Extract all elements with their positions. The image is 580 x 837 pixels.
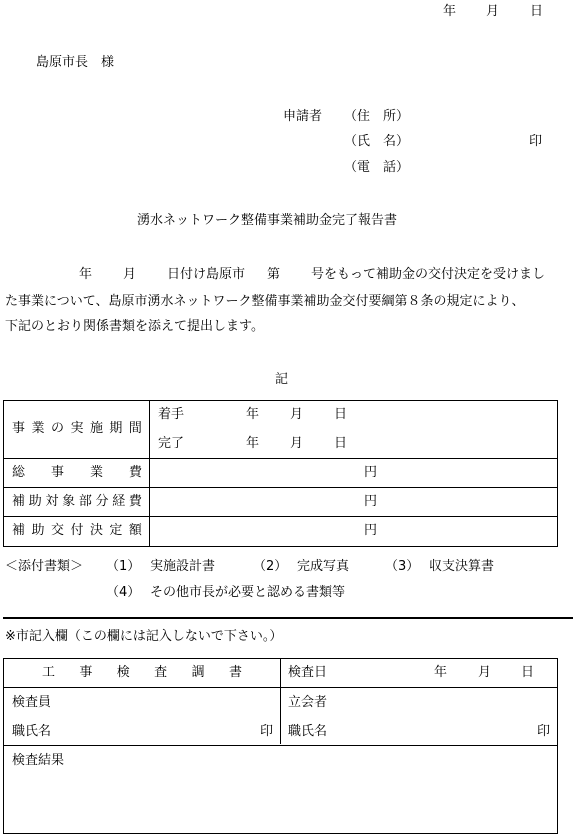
applicant-seal-mark: 印 — [529, 134, 543, 149]
start-day: 日 — [334, 407, 348, 422]
body-month: 月 — [123, 267, 137, 282]
inspection-date-label: 検査日 — [288, 665, 328, 680]
main-table-row-divider — [3, 516, 557, 517]
body-line3: 下記のとおり関係書類を添えて提出します。 — [5, 319, 264, 334]
body-dai: 第 — [267, 267, 281, 282]
inspector-position-name-label: 職氏名 — [12, 724, 52, 739]
witness-position-name-label: 職氏名 — [288, 724, 328, 739]
decision-amount-label: 補 助 交 付 決 定 額 — [12, 523, 142, 538]
period-label: 事 業 の 実 施 期 間 — [12, 421, 142, 436]
date-day-label: 日 — [530, 4, 544, 19]
inspector-label: 検査員 — [12, 695, 52, 710]
city-use-note: ※市記入欄（この欄には記入しないで下さい。） — [5, 629, 283, 644]
start-year: 年 — [246, 407, 260, 422]
main-table-row-divider — [3, 458, 557, 459]
attachment-item-2-num: （2） — [253, 559, 288, 574]
body-year: 年 — [79, 267, 93, 282]
attachment-item-3-num: （3） — [385, 559, 420, 574]
inspection-date-day: 日 — [521, 665, 535, 680]
name-label: （氏 名） — [344, 134, 410, 149]
witness-seal-mark: 印 — [537, 724, 551, 739]
witness-label: 立会者 — [288, 695, 328, 710]
document-title: 湧水ネットワーク整備事業補助金完了報告書 — [137, 213, 398, 228]
body-dated: 日付け島原市 — [167, 267, 246, 282]
date-year-label: 年 — [443, 4, 457, 19]
attachment-item-1-num: （1） — [106, 559, 141, 574]
main-table-column-divider — [149, 400, 150, 546]
start-month: 月 — [290, 407, 304, 422]
inspection-report-title: 工 事 検 査 調 書 — [42, 665, 242, 680]
phone-label: （電 話） — [344, 160, 410, 175]
attachment-item-3-text: 収支決算書 — [429, 559, 495, 574]
attachment-item-4-text: その他市長が必要と認める書類等 — [150, 585, 346, 600]
address-label: （住 所） — [344, 109, 410, 124]
subsidy-base-label: 補 助 対 象 部 分 経 費 — [12, 494, 142, 509]
main-table-row-divider — [3, 487, 557, 488]
body-line2: た事業について、島原市湧水ネットワーク整備事業補助金交付要綱第８条の規定により、 — [5, 294, 525, 309]
decision-amount-yen: 円 — [364, 523, 378, 538]
section-separator — [3, 617, 573, 619]
inspection-date-month: 月 — [478, 665, 492, 680]
inspection-date-year: 年 — [434, 665, 448, 680]
start-label: 着手 — [158, 407, 185, 422]
ki-heading: 記 — [275, 372, 289, 387]
total-cost-yen: 円 — [364, 465, 378, 480]
end-day: 日 — [334, 436, 348, 451]
total-cost-label: 総 事 業 費 — [12, 465, 142, 480]
body-line1-rest: 号をもって補助金の交付決定を受けまし — [311, 267, 546, 282]
applicant-label: 申請者 — [283, 109, 323, 124]
inspection-column-divider — [280, 658, 281, 744]
subsidy-base-yen: 円 — [364, 494, 378, 509]
inspection-row-divider — [3, 687, 557, 688]
end-label: 完了 — [158, 436, 185, 451]
attachments-label: ＜添付書類＞ — [5, 559, 84, 574]
end-year: 年 — [246, 436, 260, 451]
attachment-item-4-num: （4） — [106, 585, 141, 600]
addressee: 島原市長 様 — [36, 55, 115, 70]
attachment-item-2-text: 完成写真 — [297, 559, 350, 574]
inspection-result-label: 検査結果 — [12, 753, 65, 768]
inspection-row-divider — [3, 745, 557, 746]
attachment-item-1-text: 実施設計書 — [150, 559, 216, 574]
inspector-seal-mark: 印 — [260, 724, 274, 739]
date-month-label: 月 — [486, 4, 500, 19]
end-month: 月 — [290, 436, 304, 451]
